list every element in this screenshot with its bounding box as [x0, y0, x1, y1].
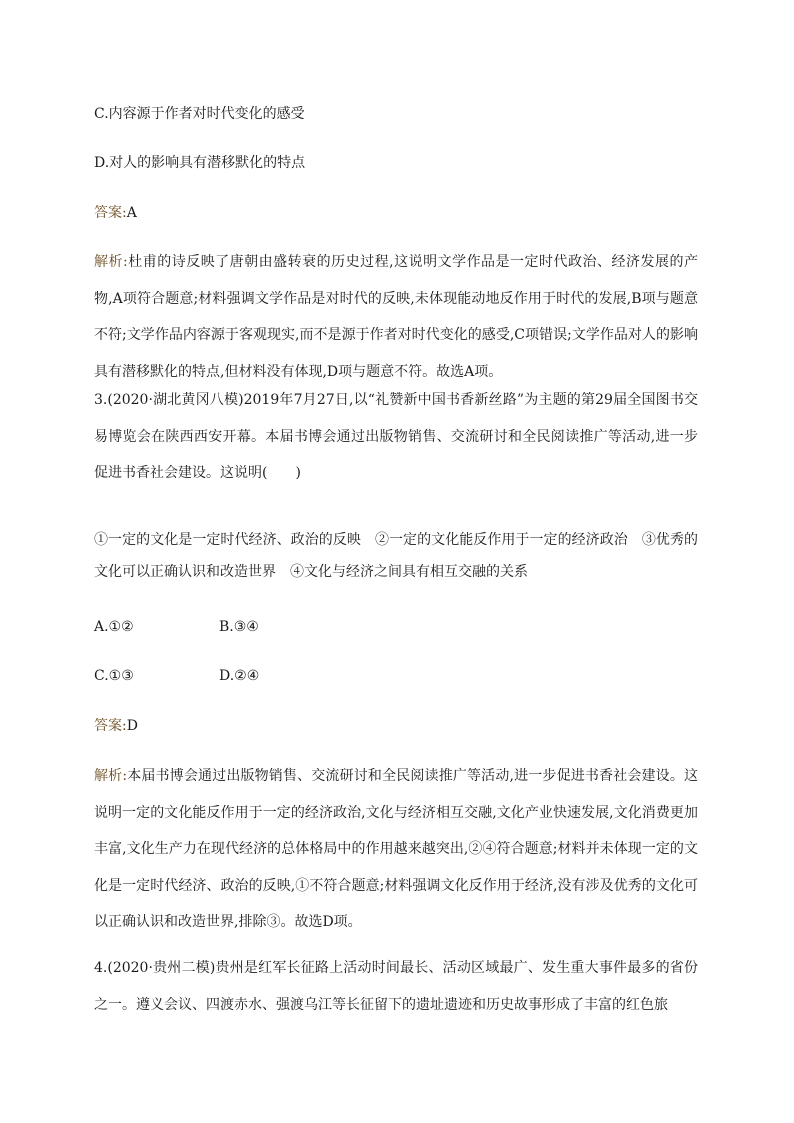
q3-statements: ①一定的文化是一定时代经济、政治的反映 ②一定的文化能反作用于一定的经济政治 ③优秀的文化可以正确认识和改造世界 ④文化与经济之间具有相互交融的关系 — [94, 532, 698, 580]
answer-label: 答案: — [94, 718, 127, 734]
q3-answer — [94, 716, 138, 736]
q3-option-b: B.③④ — [219, 619, 259, 635]
q2-answer — [94, 203, 137, 223]
q2-option-c: C.内容源于作者对时代变化的感受 — [94, 106, 305, 122]
analysis-label: 解析: — [94, 768, 128, 784]
q3-option-d: D.②④ — [219, 668, 260, 684]
q3-stem: 3.(2020·湖北黄冈八模)2019年7月27日,以“礼赞新中国书香新丝路”为主题的第29届全国图书交易博览会在陕西西安开幕。本届书博会通过出版物销售、交流研讨和全民阅读推广等活动,进一步促进书香社会建设。这说明( ) — [94, 392, 698, 481]
answer-label: 答案: — [94, 205, 127, 221]
q3-analysis — [94, 758, 698, 941]
analysis-text: 本届书博会通过出版物销售、交流研讨和全民阅读推广等活动,进一步促进书香社会建设。这说明一定的文化能反作用于一定的经济政治,文化与经济相互交融,文化产业快速发展,文化消费更加丰富,文化生产力在现代经济的总体格局中的作用越来越突出,②④符合题意;材料并未体现一定的文化是一定时代经济、政治的反映,①不符合题意;材料强调文化反作用于经济,没有涉及优秀的文化可以正确认识和改造世界,排除③。故选D项。 — [94, 768, 699, 930]
q2-option-d: D.对人的影响具有潜移默化的特点 — [94, 155, 306, 171]
analysis-label: 解析: — [94, 254, 128, 270]
analysis-text: 杜甫的诗反映了唐朝由盛转衰的历史过程,这说明文学作品是一定时代政治、经济发展的产物,A项符合题意;材料强调文学作品是对时代的反映,未体现能动地反作用于时代的发展,B项与题意不符;文学作品内容源于客观现实,而不是源于作者对时代变化的感受,C项错误;文学作品对人的影响具有潜移默化的特点,但材料没有体现,D项与题意不符。故选A项。 — [94, 254, 699, 380]
q3-option-a: A.①② — [94, 619, 134, 635]
answer-value: D — [126, 718, 138, 734]
answer-value: A — [126, 205, 137, 221]
q4-stem: 4.(2020·贵州二模)贵州是红军长征路上活动时间最长、活动区域最广、发生重大事件最多的省份之一。遵义会议、四渡赤水、强渡乌江等长征留下的遗址遗迹和历史故事形成了丰富的红色旅 — [94, 960, 698, 1013]
q2-analysis — [94, 244, 698, 390]
q3-option-c: C.①③ — [94, 668, 134, 684]
